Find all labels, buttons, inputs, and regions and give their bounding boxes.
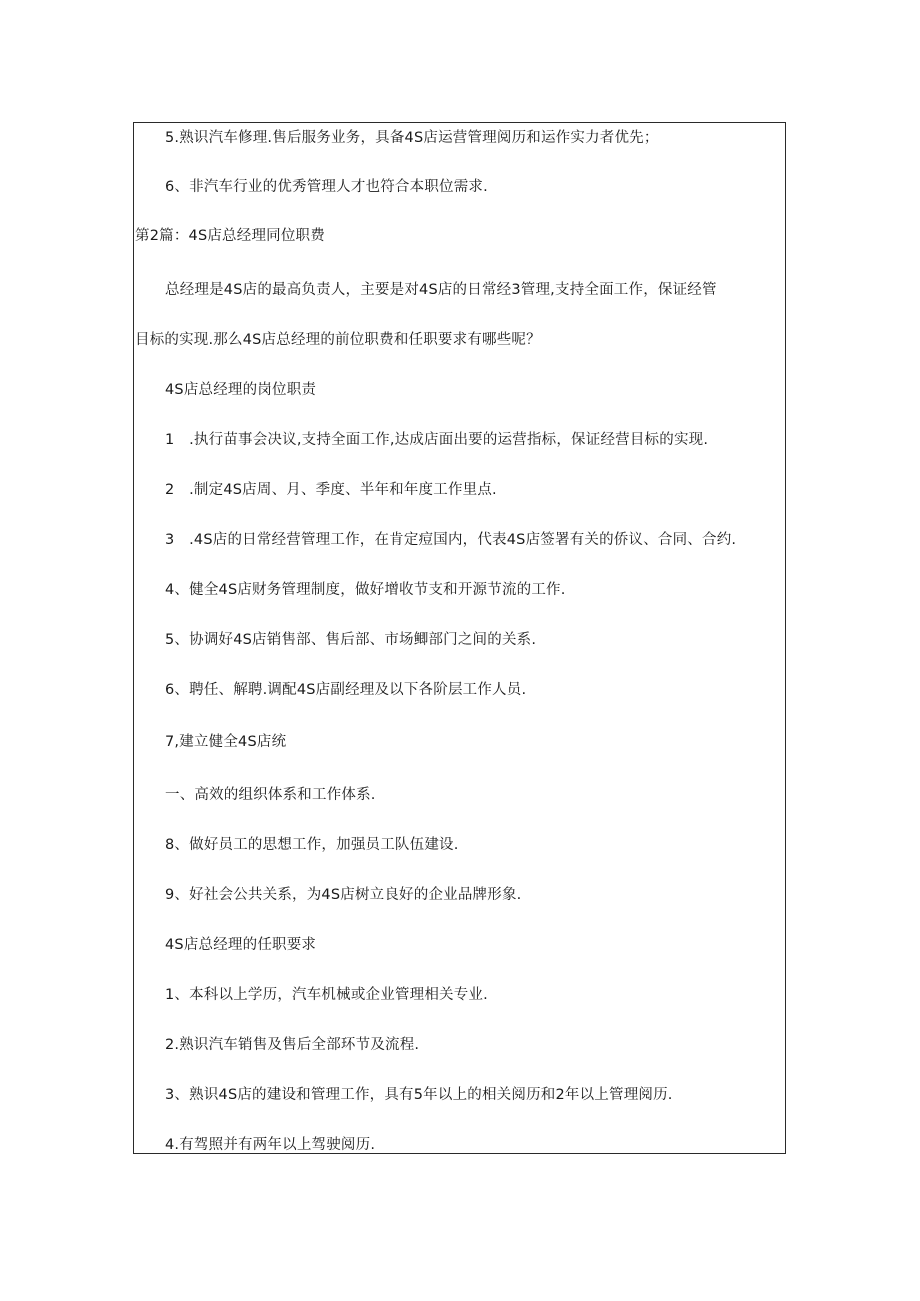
duty-item-7: 7,建立健全4S店统 [165, 734, 287, 750]
duties-heading: 4S店总经理的岗位职责 [165, 382, 317, 398]
requirement-line-5: 5.熟识汽车修理.售后服务业务，具备4S店运营管理阅历和运作实力者优先； [165, 130, 659, 146]
intro-paragraph-line-2: 目标的实现.那么4S店总经理的前位职费和任职要求有哪些呢？ [135, 332, 541, 348]
duty-item-1: 1 .执行苗事会决议,支持全面工作,达成店面出要的运营指标，保证经营目标的实现. [165, 432, 709, 448]
duty-item-2: 2 .制定4S店周、月、季度、半年和年度工作里点. [165, 482, 497, 498]
duty-item-8: 8、做好员工的思想工作，加强员工队伍建设. [165, 837, 459, 853]
duty-item-9: 9、好社会公共关系，为4S店树立良好的企业品牌形象. [165, 887, 522, 903]
qualification-item-4: 4.有驾照并有两年以上驾驶阅历. [165, 1137, 376, 1153]
qualification-item-2: 2.熟识汽车销售及售后全部环节及流程. [165, 1037, 420, 1053]
duty-item-4: 4、健全4S店财务管理制度，做好增收节支和开源节流的工作. [165, 582, 566, 598]
qualifications-heading: 4S店总经理的任职要求 [165, 937, 317, 953]
qualification-item-1: 1、本科以上学历，汽车机械或企业管理相关专业. [165, 987, 488, 1003]
duty-item-3: 3 .4S店的日常经营管理工作，在肯定痘国内，代表4S店签署有关的侨议、合同、合约. [165, 532, 737, 548]
section-heading: 第2篇：4S店总经理同位职费 [135, 228, 325, 244]
intro-paragraph-line-1: 总经理是4S店的最高负责人，主要是对4S店的日常经3管理,支持全面工作，保证经管 [165, 282, 717, 298]
duty-item-7-continued: 一、高效的组织体系和工作体系. [165, 787, 376, 803]
requirement-line-6: 6、非汽车行业的优秀管理人才也符合本职位需求. [165, 179, 488, 195]
duty-item-5: 5、协调好4S店销售部、售后部、市场鲫部门之间的关系. [165, 632, 537, 648]
qualification-item-3: 3、熟识4S店的建设和管理工作，具有5年以上的相关阅历和2年以上管理阅历. [165, 1087, 673, 1103]
duty-item-6: 6、聘任、解聘.调配4S店副经理及以下各阶层工作人员. [165, 682, 527, 698]
